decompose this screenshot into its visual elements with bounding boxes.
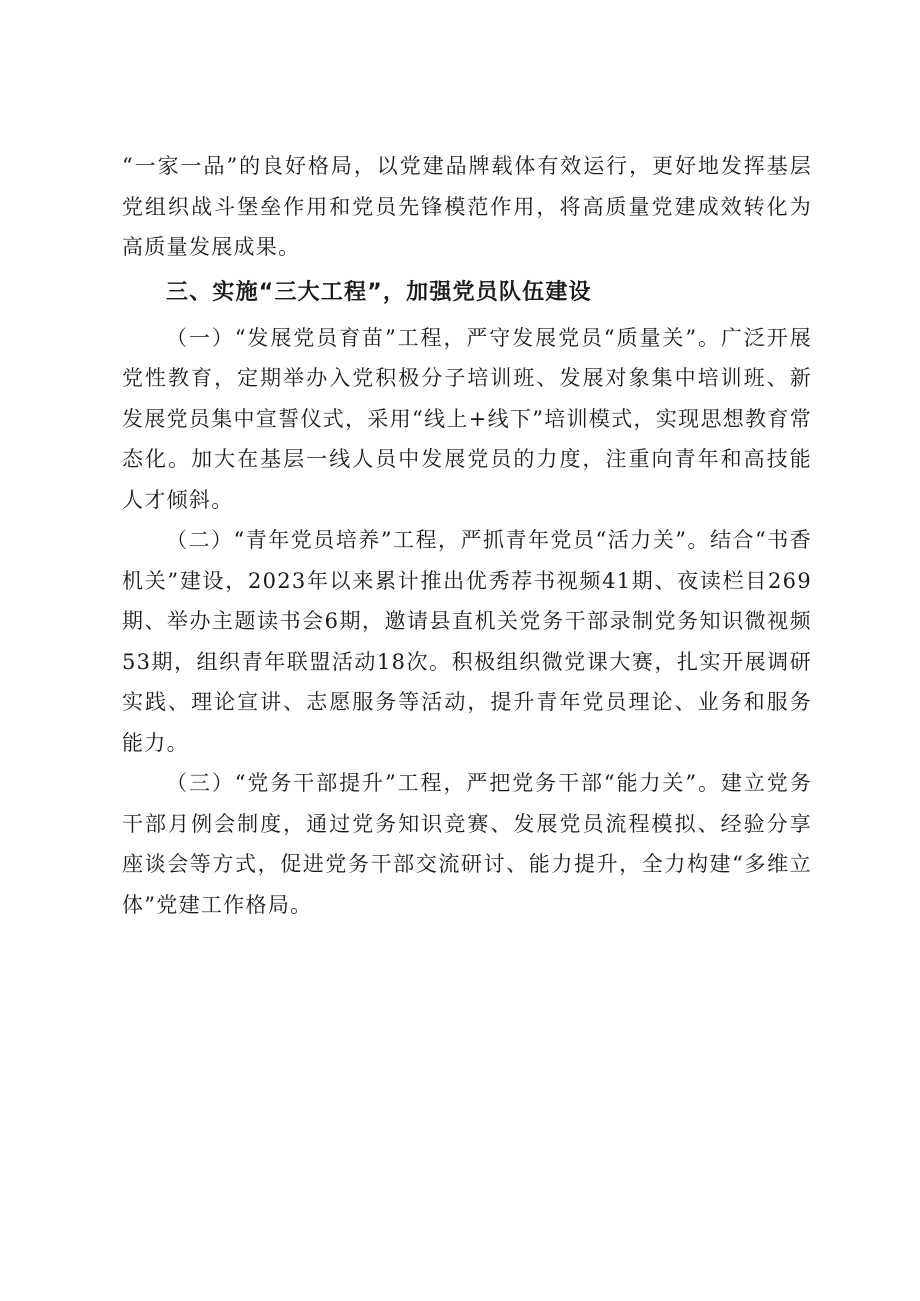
paragraph-item-3: （三）“党务干部提升”工程，严把党务干部“能力关”。建立党务干部月例会制度，通过党务知识竞赛、发展党员流程模拟、经验分享座谈会等方式，促进党务干部交流研讨、能力提升，全力构建“多维立体”党建工作格局。: [122, 771, 812, 917]
document-body: [122, 146, 812, 925]
paragraph-continuation: “一家一品”的良好格局，以党建品牌载体有效运行，更好地发挥基层党组织战斗堡垒作用和党员先锋模范作用，将高质量党建成效转化为高质量发展成果。: [122, 154, 812, 259]
section-heading: 三、实施“三大工程”，加强党员队伍建设: [166, 279, 592, 305]
paragraph-item-2: （二）“青年党员培养”工程，严抓青年党员“活力关”。结合“书香机关”建设，2023年以来累计推出优秀荐书视频41期、夜读栏目269期、举办主题读书会6期，邀请县直机关党务干部录制党务知识微视频53期，组织青年联盟活动18次。积极组织微党课大赛，扎实开展调研实践、理论宣讲、志愿服务等活动，提升青年党员理论、业务和服务能力。: [122, 528, 812, 755]
paragraph-item-1: （一）“发展党员育苗”工程，严守发展党员“质量关”。广泛开展党性教育，定期举办入党积极分子培训班、发展对象集中培训班、新发展党员集中宣誓仪式，采用“线上+线下”培训模式，实现思想教育常态化。加大在基层一线人员中发展党员的力度，注重向青年和高技能人才倾斜。: [122, 325, 812, 512]
